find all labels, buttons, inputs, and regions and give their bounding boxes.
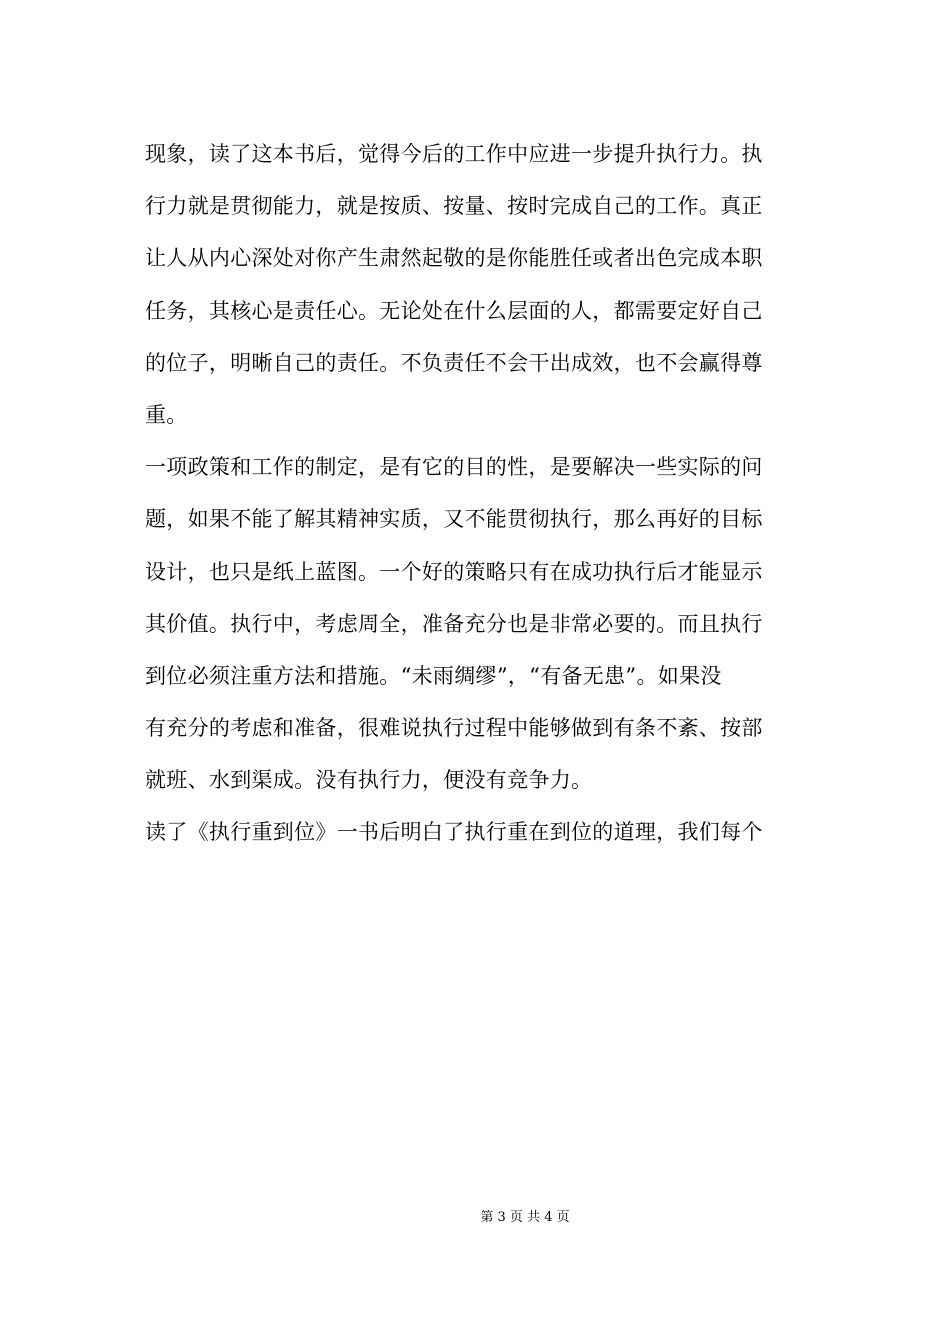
text-line: 任务，其核心是责任心。无论处在什么层面的人，都需要定好自己 — [145, 298, 763, 323]
text-line: 现象，读了这本书后，觉得今后的工作中应进一步提升执行力。执 — [145, 142, 763, 166]
page-number-footer: 第 3 页 共 4 页 — [480, 1210, 570, 1225]
text-line: 重。 — [145, 402, 188, 427]
text-line: 就班、水到渠成。没有执行力，便没有竞争力。 — [145, 768, 593, 793]
text-line: 到位必须注重方法和措施。“未雨绸缪”，“有备无患”。如果没 — [145, 663, 722, 688]
body-text — [145, 128, 805, 859]
text-line: 让人从内心深处对你产生肃然起敬的是你能胜任或者出色完成本职 — [145, 246, 763, 271]
text-line: 读了《执行重到位》一书后明白了执行重在到位的道理，我们每个 — [145, 820, 763, 845]
text-line: 一项政策和工作的制定，是有它的目的性，是要解决一些实际的问 — [145, 455, 763, 480]
text-line: 其价值。执行中，考虑周全，准备充分也是非常必要的。而且执行 — [145, 611, 763, 636]
text-line: 行力就是贯彻能力，就是按质、按量、按时完成自己的工作。真正 — [145, 194, 763, 219]
text-line: 设计，也只是纸上蓝图。一个好的策略只有在成功执行后才能显示 — [145, 559, 763, 584]
text-line: 有充分的考虑和准备，很难说执行过程中能够做到有条不紊、按部 — [145, 716, 763, 741]
text-line: 题，如果不能了解其精神实质，又不能贯彻执行，那么再好的目标 — [145, 507, 763, 532]
text-line: 的位子，明晰自己的责任。不负责任不会干出成效，也不会赢得尊 — [145, 350, 763, 375]
